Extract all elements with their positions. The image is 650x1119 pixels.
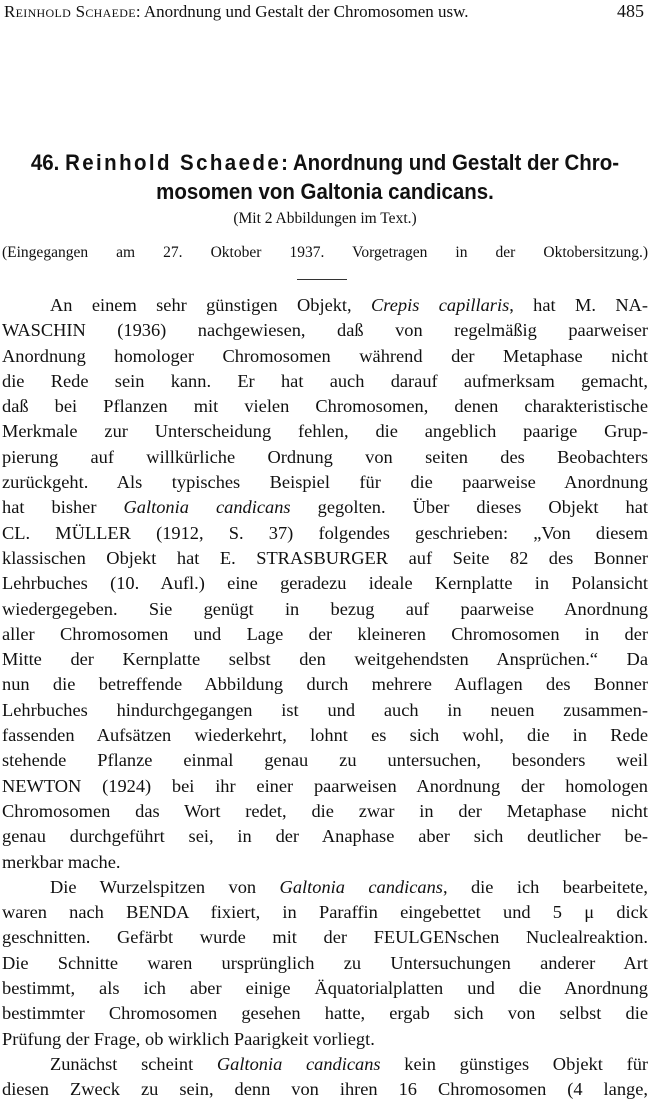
text-segment: waren nach BENDA fixiert, in Paraffin eingebettet und 5 μ dick (2, 902, 648, 923)
figure-note: (Mit 2 Abbildungen im Text.) (233, 210, 417, 227)
title-divider (297, 279, 347, 280)
text-segment: gegolten. Über dieses Objekt hat (290, 497, 649, 518)
text-line (2, 419, 648, 444)
text-segment: kein günstiges Objekt für (380, 1053, 649, 1074)
text-segment: stehende Pflanze einmal genau zu untersuchen, besonders weil (2, 750, 648, 771)
text-line (2, 445, 648, 470)
text-line (2, 850, 648, 875)
text-segment: diesen Zweck zu sein, denn von ihren 16 Chromosomen (4 lange, (2, 1079, 648, 1100)
text-segment: die Rede sein kann. Er hat auch darauf aufmerksam gemacht, (2, 370, 648, 391)
text-segment: , die ich bearbeitete, (442, 876, 648, 897)
text-segment: pierung auf willkürliche Ordnung von seiten des Beobachters (2, 446, 648, 467)
article-title-line-2: mosomen von Galtonia candicans. (156, 179, 494, 204)
text-line (2, 672, 648, 697)
text-line (2, 774, 648, 799)
text-line (2, 1052, 648, 1077)
text-line (2, 495, 648, 520)
text-segment: daß bei Pflanzen mit vielen Chromosomen, denen charakteristische (2, 396, 648, 417)
text-segment: CL. MÜLLER (1912, S. 37) folgendes geschrieben: „Von diesem (2, 522, 648, 543)
text-segment: , hat M. NA- (509, 295, 648, 315)
text-line (2, 951, 648, 976)
text-line (2, 1027, 648, 1052)
text-line (2, 748, 648, 773)
text-segment: fassenden Aufsätzen wiederkehrt, lohnt es sich wohl, die in Rede (2, 725, 648, 746)
text-line (2, 698, 648, 723)
species-name: Galtonia candicans (279, 876, 443, 897)
text-segment: hat bisher (2, 497, 124, 518)
text-segment: An einem sehr günstigen Objekt, (50, 295, 371, 315)
text-segment: zurückgeht. Als typisches Beispiel für die paarweise Anordnung (2, 472, 648, 493)
text-line (2, 546, 648, 571)
text-segment: Zunächst scheint (50, 1053, 217, 1074)
species-name: Crepis capillaris (371, 295, 510, 315)
text-segment: bestimmter Chromosomen gesehen hatte, ergab sich von selbst die (2, 1003, 648, 1024)
species-name: Galtonia candicans (216, 1053, 381, 1074)
text-segment: Die Schnitte waren ursprünglich zu Untersuchungen anderer Art (2, 952, 648, 973)
text-segment: merkbar mache. (2, 851, 121, 872)
text-segment: klassischen Objekt hat E. STRASBURGER auf Seite 82 des Bonner (2, 547, 648, 568)
text-line (2, 571, 648, 596)
text-line (2, 723, 648, 748)
article-body (2, 293, 648, 1103)
text-line (2, 976, 648, 1001)
text-segment: NEWTON (1924) bei ihr einer paarweisen Anordnung der homologen (2, 775, 648, 796)
article-author: Reinhold Schaede (65, 150, 282, 175)
text-line (2, 1077, 648, 1102)
text-segment: Die Wurzelspitzen von (50, 876, 280, 897)
text-line (2, 344, 648, 369)
text-segment: nun die betreffende Abbildung durch mehrere Auflagen des Bonner (2, 674, 648, 695)
text-line (2, 824, 648, 849)
text-line (2, 293, 648, 318)
text-line (2, 900, 648, 925)
text-line (2, 597, 648, 622)
text-segment: Anordnung homologer Chromosomen während der Metaphase nicht (2, 345, 648, 366)
running-head-author: Reinhold Schaede (4, 2, 136, 21)
text-line (2, 875, 648, 900)
running-head-title (4, 2, 469, 22)
text-segment: WASCHIN (1936) nachgewiesen, daß von regelmäßig paarweiser (2, 320, 648, 341)
text-segment: geschnitten. Gefärbt wurde mit der FEULGENschen Nuclealreaktion. (2, 927, 648, 948)
text-segment: Merkmale zur Unterscheidung fehlen, die angeblich paarige Grup- (2, 421, 648, 442)
text-line (2, 622, 648, 647)
running-head (4, 2, 644, 26)
text-segment: Chromosomen das Wort redet, die zwar in der Metaphase nicht (2, 800, 648, 821)
species-name: Galtonia candicans (123, 497, 291, 518)
text-line (2, 647, 648, 672)
text-segment: aller Chromosomen und Lage der kleineren Chromosomen in der (2, 623, 648, 644)
text-line (2, 470, 648, 495)
text-segment: Lehrbuches hindurchgegangen ist und auch in neuen zusammen- (2, 699, 648, 720)
text-line (2, 318, 648, 343)
text-segment: Mitte der Kernplatte selbst den weitgehendsten Ansprüchen.“ Da (2, 649, 648, 670)
text-segment: bestimmt, als ich aber einige Äquatorialplatten und die Anordnung (2, 978, 648, 999)
text-line (2, 799, 648, 824)
text-segment: Prüfung der Frage, ob wirklich Paarigkeit vorliegt. (2, 1028, 375, 1049)
article-title-line-1 (23, 148, 628, 177)
text-segment: wiedergegeben. Sie genügt in bezug auf paarweise Anordnung (2, 598, 648, 619)
text-segment: Lehrbuches (10. Aufl.) eine geradezu ideale Kernplatte in Polansicht (2, 573, 648, 594)
text-line (2, 369, 648, 394)
text-line (2, 1001, 648, 1026)
text-segment: genau durchgeführt sei, in der Anaphase aber sich deutlicher be- (2, 826, 648, 847)
article-number: 46. (30, 150, 60, 175)
page-number: 485 (617, 1, 644, 21)
article-title (23, 148, 628, 206)
received-note: (Eingegangen am 27. Oktober 1937. Vorgetragen in der Oktobersitzung.) (2, 244, 648, 261)
article-title-part-1: : Anordnung und Gestalt der Chro- (281, 150, 620, 175)
running-head-subject: : Anordnung und Gestalt der Chromosomen usw. (135, 2, 469, 21)
text-line (2, 394, 648, 419)
text-line (2, 521, 648, 546)
text-line (2, 925, 648, 950)
